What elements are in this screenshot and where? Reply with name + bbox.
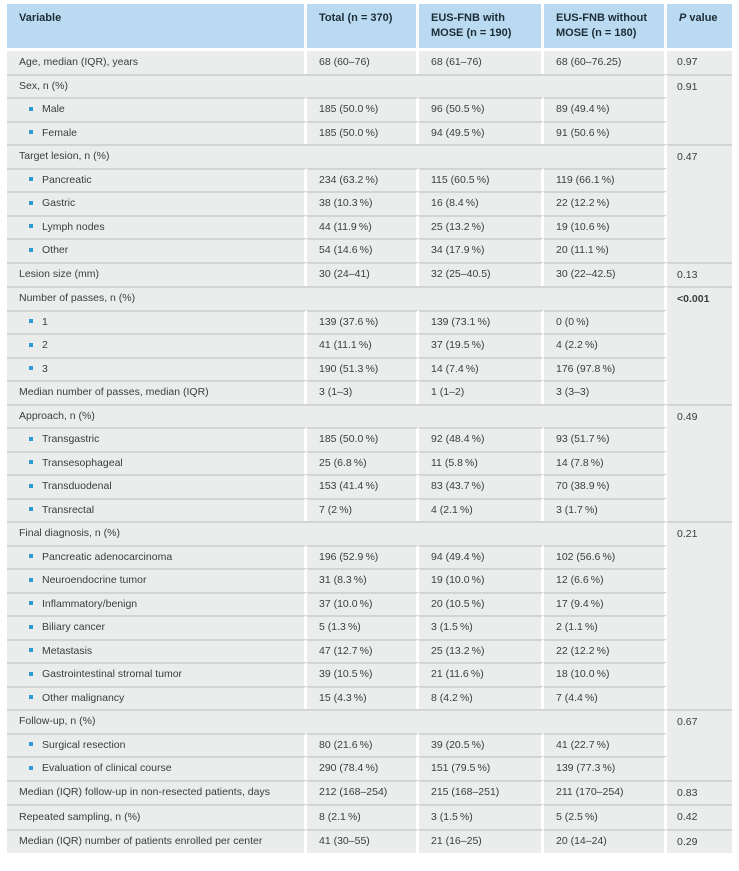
- bullet-icon: [29, 695, 33, 699]
- variable-cell: [7, 121, 307, 145]
- variable-label: Pancreatic: [42, 173, 92, 186]
- variable-label: Female: [42, 126, 78, 139]
- value-cell: 11 (5.8 %): [419, 451, 544, 475]
- variable-label: Gastric: [42, 197, 76, 209]
- bullet-icon: [29, 766, 33, 770]
- bullet-icon: [29, 177, 33, 181]
- table-row: [7, 121, 732, 145]
- bullet-icon: [29, 201, 33, 205]
- bullet-icon: [29, 224, 33, 228]
- table-row: [7, 639, 732, 663]
- value-cell: 139 (37.6 %): [307, 310, 419, 334]
- value-cell: 94 (49.4 %): [419, 545, 544, 569]
- variable-cell: [7, 357, 307, 381]
- value-cell: 21 (16–25): [419, 829, 544, 854]
- variable-label: Transrectal: [42, 503, 95, 516]
- value-cell: 41 (30–55): [307, 829, 419, 854]
- value-cell: 8 (2.1 %): [307, 804, 419, 829]
- p-value-cell: <0.001: [667, 286, 732, 404]
- bullet-icon: [29, 742, 33, 746]
- bullet-icon: [29, 248, 33, 252]
- value-cell: 80 (21.6 %): [307, 733, 419, 757]
- variable-cell: Median number of passes, median (IQR): [7, 380, 307, 404]
- baseline-characteristics-table: [7, 4, 732, 853]
- variable-cell: [7, 756, 307, 780]
- variable-cell: [7, 615, 307, 639]
- p-value-rest: value: [686, 12, 718, 24]
- bullet-icon: [29, 578, 33, 582]
- variable-label: 2: [42, 339, 48, 351]
- p-value-cell: 0.67: [667, 709, 732, 780]
- variable-label: Evaluation of clinical course: [42, 762, 172, 774]
- variable-label: 3: [42, 362, 48, 375]
- value-cell: 19 (10.0 %): [419, 568, 544, 592]
- variable-cell: [7, 498, 307, 522]
- value-cell: 153 (41.4 %): [307, 474, 419, 498]
- value-cell: 212 (168–254): [307, 780, 419, 805]
- bullet-icon: [29, 319, 33, 323]
- table-row: [7, 804, 732, 829]
- value-cell: 102 (56.6 %): [544, 545, 667, 569]
- value-cell: 54 (14.6 %): [307, 238, 419, 262]
- value-cell: 14 (7.4 %): [419, 357, 544, 381]
- table-row: [7, 686, 732, 710]
- variable-label: Inflammatory/benign: [42, 597, 138, 610]
- p-value-italic: P: [679, 12, 687, 24]
- table-row: [7, 168, 732, 192]
- table-row: [7, 380, 732, 404]
- value-cell: 17 (9.4 %): [544, 592, 667, 616]
- table-row: [7, 262, 732, 287]
- variable-label: Pancreatic adenocarcinoma: [42, 550, 173, 563]
- variable-cell: [7, 168, 307, 192]
- header-row: [7, 4, 732, 48]
- table-row: [7, 97, 732, 121]
- value-cell: 139 (73.1 %): [419, 310, 544, 334]
- value-cell: 93 (51.7 %): [544, 427, 667, 451]
- variable-cell: Final diagnosis, n (%): [7, 521, 667, 545]
- value-cell: 5 (2.5 %): [544, 804, 667, 829]
- col-header-without-mose: EUS-FNB without MOSE (n = 180): [544, 4, 667, 48]
- value-cell: 119 (66.1 %): [544, 168, 667, 192]
- table-row: [7, 451, 732, 475]
- value-cell: 7 (4.4 %): [544, 686, 667, 710]
- value-cell: 25 (13.2 %): [419, 215, 544, 239]
- variable-cell: Number of passes, n (%): [7, 286, 667, 310]
- value-cell: 68 (60–76.25): [544, 48, 667, 74]
- value-cell: 185 (50.0 %): [307, 97, 419, 121]
- bullet-icon: [29, 130, 33, 134]
- bullet-icon: [29, 366, 33, 370]
- value-cell: 96 (50.5 %): [419, 97, 544, 121]
- value-cell: 196 (52.9 %): [307, 545, 419, 569]
- variable-cell: Median (IQR) follow-up in non-resected patients, days: [7, 780, 307, 805]
- group-row: [7, 74, 732, 98]
- p-value-cell: 0.49: [667, 404, 732, 522]
- bullet-icon: [29, 601, 33, 605]
- value-cell: 4 (2.1 %): [419, 498, 544, 522]
- value-cell: 8 (4.2 %): [419, 686, 544, 710]
- value-cell: 1 (1–2): [419, 380, 544, 404]
- value-cell: 215 (168–251): [419, 780, 544, 805]
- table-row: [7, 662, 732, 686]
- value-cell: 94 (49.5 %): [419, 121, 544, 145]
- p-value-cell: 0.97: [667, 48, 732, 74]
- value-cell: 20 (11.1 %): [544, 238, 667, 262]
- group-row: [7, 144, 732, 168]
- variable-label: Surgical resection: [42, 738, 126, 751]
- col-header-p-value: [667, 4, 732, 48]
- value-cell: 30 (24–41): [307, 262, 419, 287]
- variable-cell: Repeated sampling, n (%): [7, 804, 307, 829]
- value-cell: 185 (50.0 %): [307, 121, 419, 145]
- variable-cell: [7, 592, 307, 616]
- value-cell: 14 (7.8 %): [544, 451, 667, 475]
- value-cell: 91 (50.6 %): [544, 121, 667, 145]
- value-cell: 34 (17.9 %): [419, 238, 544, 262]
- value-cell: 19 (10.6 %): [544, 215, 667, 239]
- value-cell: 83 (43.7 %): [419, 474, 544, 498]
- table-row: [7, 310, 732, 334]
- variable-cell: [7, 97, 307, 121]
- variable-cell: [7, 568, 307, 592]
- value-cell: 20 (14–24): [544, 829, 667, 854]
- value-cell: 39 (10.5 %): [307, 662, 419, 686]
- variable-cell: [7, 215, 307, 239]
- value-cell: 3 (1.5 %): [419, 615, 544, 639]
- table-row: [7, 238, 732, 262]
- col-header-variable: Variable: [7, 4, 307, 48]
- table-row: [7, 333, 732, 357]
- bullet-icon: [29, 507, 33, 511]
- variable-cell: [7, 333, 307, 357]
- p-value-cell: 0.83: [667, 780, 732, 805]
- variable-label: Neuroendocrine tumor: [42, 574, 147, 586]
- variable-label: Transesophageal: [42, 456, 123, 469]
- bullet-icon: [29, 460, 33, 464]
- table-row: [7, 545, 732, 569]
- p-value-cell: 0.47: [667, 144, 732, 262]
- value-cell: 115 (60.5 %): [419, 168, 544, 192]
- variable-label: Metastasis: [42, 644, 93, 657]
- value-cell: 12 (6.6 %): [544, 568, 667, 592]
- value-cell: 290 (78.4 %): [307, 756, 419, 780]
- group-row: [7, 404, 732, 428]
- p-value-cell: 0.29: [667, 829, 732, 854]
- variable-cell: [7, 474, 307, 498]
- table-row: [7, 829, 732, 854]
- value-cell: 70 (38.9 %): [544, 474, 667, 498]
- variable-label: Other: [42, 244, 69, 256]
- variable-label: Male: [42, 103, 65, 115]
- value-cell: 3 (1–3): [307, 380, 419, 404]
- value-cell: 5 (1.3 %): [307, 615, 419, 639]
- value-cell: 18 (10.0 %): [544, 662, 667, 686]
- p-value-cell: 0.42: [667, 804, 732, 829]
- table-header: [7, 4, 732, 48]
- variable-cell: Follow-up, n (%): [7, 709, 667, 733]
- bullet-icon: [29, 484, 33, 488]
- value-cell: 44 (11.9 %): [307, 215, 419, 239]
- value-cell: 2 (1.1 %): [544, 615, 667, 639]
- table-body: [7, 48, 732, 853]
- table-row: [7, 474, 732, 498]
- value-cell: 20 (10.5 %): [419, 592, 544, 616]
- value-cell: 16 (8.4 %): [419, 191, 544, 215]
- value-cell: 89 (49.4 %): [544, 97, 667, 121]
- value-cell: 15 (4.3 %): [307, 686, 419, 710]
- variable-cell: [7, 733, 307, 757]
- group-row: [7, 709, 732, 733]
- variable-label: Lymph nodes: [42, 220, 105, 233]
- bullet-icon: [29, 107, 33, 111]
- variable-cell: Age, median (IQR), years: [7, 48, 307, 74]
- bullet-icon: [29, 554, 33, 558]
- value-cell: 22 (12.2 %): [544, 639, 667, 663]
- value-cell: 38 (10.3 %): [307, 191, 419, 215]
- value-cell: 190 (51.3 %): [307, 357, 419, 381]
- value-cell: 37 (19.5 %): [419, 333, 544, 357]
- table-row: [7, 215, 732, 239]
- bullet-icon: [29, 625, 33, 629]
- value-cell: 176 (97.8 %): [544, 357, 667, 381]
- value-cell: 92 (48.4 %): [419, 427, 544, 451]
- value-cell: 4 (2.2 %): [544, 333, 667, 357]
- value-cell: 234 (63.2 %): [307, 168, 419, 192]
- value-cell: 37 (10.0 %): [307, 592, 419, 616]
- table-row: [7, 48, 732, 74]
- bullet-icon: [29, 648, 33, 652]
- table-row: [7, 498, 732, 522]
- value-cell: 68 (60–76): [307, 48, 419, 74]
- table-row: [7, 733, 732, 757]
- table-row: [7, 780, 732, 805]
- value-cell: 211 (170–254): [544, 780, 667, 805]
- value-cell: 7 (2 %): [307, 498, 419, 522]
- value-cell: 25 (13.2 %): [419, 639, 544, 663]
- variable-cell: [7, 310, 307, 334]
- table-row: [7, 756, 732, 780]
- table-row: [7, 427, 732, 451]
- value-cell: 39 (20.5 %): [419, 733, 544, 757]
- p-value-cell: 0.91: [667, 74, 732, 145]
- value-cell: 41 (11.1 %): [307, 333, 419, 357]
- bullet-icon: [29, 343, 33, 347]
- value-cell: 31 (8.3 %): [307, 568, 419, 592]
- value-cell: 151 (79.5 %): [419, 756, 544, 780]
- variable-cell: [7, 427, 307, 451]
- variable-cell: [7, 191, 307, 215]
- table-row: [7, 615, 732, 639]
- table-row: [7, 592, 732, 616]
- variable-cell: [7, 686, 307, 710]
- variable-cell: Approach, n (%): [7, 404, 667, 428]
- value-cell: 21 (11.6 %): [419, 662, 544, 686]
- variable-cell: Sex, n (%): [7, 74, 667, 98]
- value-cell: 32 (25–40.5): [419, 262, 544, 287]
- table-row: [7, 357, 732, 381]
- bullet-icon: [29, 672, 33, 676]
- variable-label: Other malignancy: [42, 691, 125, 704]
- variable-cell: [7, 639, 307, 663]
- value-cell: 3 (1.5 %): [419, 804, 544, 829]
- value-cell: 47 (12.7 %): [307, 639, 419, 663]
- bullet-icon: [29, 437, 33, 441]
- variable-label: 1: [42, 315, 48, 328]
- variable-cell: Target lesion, n (%): [7, 144, 667, 168]
- variable-cell: [7, 451, 307, 475]
- variable-label: Transgastric: [42, 433, 100, 445]
- value-cell: 3 (3–3): [544, 380, 667, 404]
- variable-cell: [7, 238, 307, 262]
- value-cell: 25 (6.8 %): [307, 451, 419, 475]
- col-header-with-mose: EUS-FNB with MOSE (n = 190): [419, 4, 544, 48]
- value-cell: 41 (22.7 %): [544, 733, 667, 757]
- value-cell: 3 (1.7 %): [544, 498, 667, 522]
- p-value-cell: 0.13: [667, 262, 732, 287]
- p-value-cell: 0.21: [667, 521, 732, 709]
- variable-label: Gastrointestinal stromal tumor: [42, 668, 183, 680]
- value-cell: 68 (61–76): [419, 48, 544, 74]
- variable-cell: [7, 545, 307, 569]
- variable-label: Transduodenal: [42, 480, 112, 492]
- variable-label: Biliary cancer: [42, 621, 106, 633]
- col-header-total: Total (n = 370): [307, 4, 419, 48]
- value-cell: 30 (22–42.5): [544, 262, 667, 287]
- group-row: [7, 521, 732, 545]
- value-cell: 22 (12.2 %): [544, 191, 667, 215]
- variable-cell: Lesion size (mm): [7, 262, 307, 287]
- value-cell: 0 (0 %): [544, 310, 667, 334]
- table-row: [7, 568, 732, 592]
- group-row: [7, 286, 732, 310]
- table-row: [7, 191, 732, 215]
- variable-cell: Median (IQR) number of patients enrolled per center: [7, 829, 307, 854]
- value-cell: 185 (50.0 %): [307, 427, 419, 451]
- variable-cell: [7, 662, 307, 686]
- value-cell: 139 (77.3 %): [544, 756, 667, 780]
